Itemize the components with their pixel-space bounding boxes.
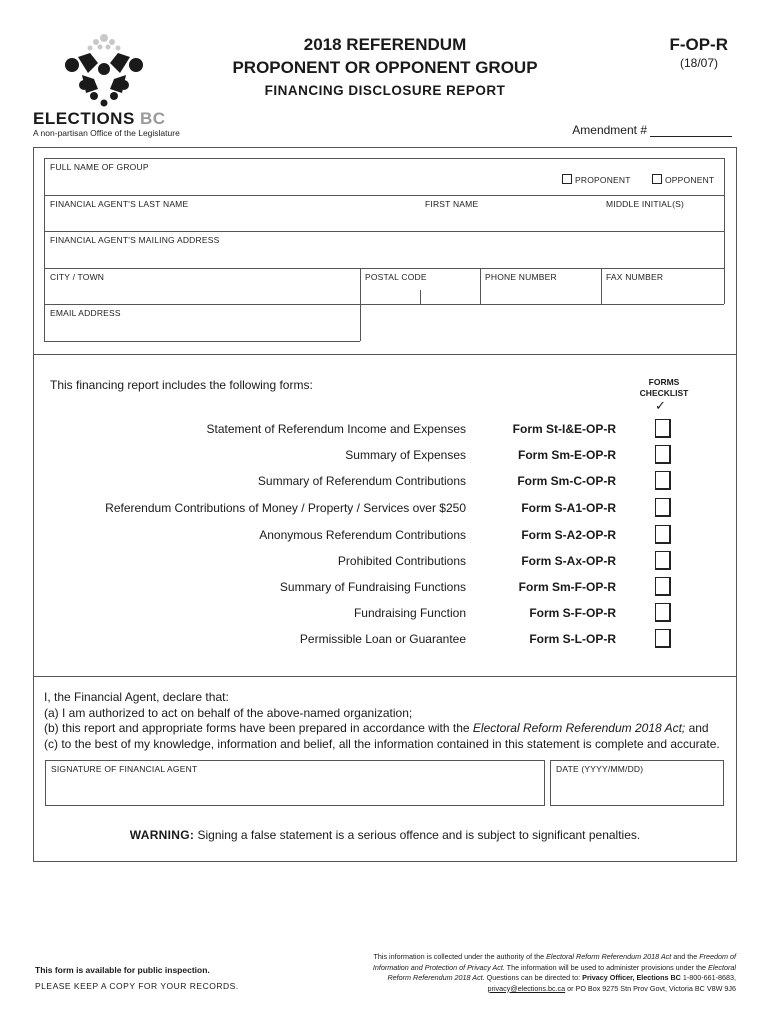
form-checkbox[interactable] xyxy=(655,603,671,622)
opponent-checkbox[interactable] xyxy=(652,174,662,184)
amendment-field[interactable] xyxy=(572,123,732,137)
section-divider xyxy=(33,676,737,677)
phone-label: PHONE NUMBER xyxy=(485,272,557,282)
form-checkbox[interactable] xyxy=(655,498,671,517)
form-checkbox[interactable] xyxy=(655,471,671,490)
forms-intro: This financing report includes the following forms: xyxy=(50,378,313,392)
warning-text: WARNING: Signing a false statement is a serious offence and is subject to significant penalties. xyxy=(129,828,641,842)
form-revision: (18/07) xyxy=(679,56,718,70)
form-checkbox[interactable] xyxy=(655,445,671,464)
form-row: Summary of Expenses Form Sm-E-OP-R xyxy=(0,448,770,474)
form-row: Statement of Referendum Income and Expenses Form St-I&E-OP-R xyxy=(0,422,770,448)
form-checkbox[interactable] xyxy=(655,551,671,570)
form-row: Summary of Referendum Contributions Form Sm-C-OP-R xyxy=(0,474,770,500)
mailing-address-label: FINANCIAL AGENT'S MAILING ADDRESS xyxy=(50,235,220,245)
privacy-notice: This information is collected under the authority of the Electoral Reform Referendum 2018 Act and the Freedom of Information and Protection of Privacy Act. The information will be used to administer provisions under the Electoral Reform Referendum 2018 Act. Questions can be directed to: Privacy Officer, Elections BC 1-800-661-8683, privacy@elections.bc.ca or PO Box 9275 Stn Prov Govt, Victoria BC V8W 9J6 xyxy=(372,952,736,993)
elections-bc-logo-icon xyxy=(64,33,144,107)
public-inspection-note: This form is available for public inspection. xyxy=(35,965,210,975)
proponent-checkbox[interactable] xyxy=(562,174,572,184)
opponent-option[interactable]: OPPONENT xyxy=(652,174,714,185)
page-subtitle: FINANCING DISCLOSURE REPORT xyxy=(264,83,506,98)
signature-field[interactable] xyxy=(45,760,545,806)
postal-code-label: POSTAL CODE xyxy=(365,272,427,282)
keep-copy-note: PLEASE KEEP A COPY FOR YOUR RECORDS. xyxy=(35,981,239,991)
first-name-label: FIRST NAME xyxy=(425,199,479,209)
form-row: Prohibited Contributions Form S-Ax-OP-R xyxy=(0,554,770,580)
full-name-input[interactable] xyxy=(44,170,549,194)
checklist-header: FORMS CHECKLIST xyxy=(639,377,689,398)
form-code: F-OP-R xyxy=(669,35,728,54)
form-row: Summary of Fundraising Functions Form Sm-F-OP-R xyxy=(0,580,770,606)
form-row: Anonymous Referendum Contributions Form S-A2-OP-R xyxy=(0,528,770,554)
middle-initial-label: MIDDLE INITIAL(S) xyxy=(606,199,685,209)
date-label: DATE (YYYY/MM/DD) xyxy=(556,764,644,774)
section-divider xyxy=(33,354,737,355)
date-field[interactable] xyxy=(550,760,724,806)
form-checkbox[interactable] xyxy=(655,577,671,596)
checkmark-icon: ✓ xyxy=(655,398,666,413)
form-row: Referendum Contributions of Money / Property / Services over $250 Form S-A1-OP-R xyxy=(0,501,770,527)
last-name-label: FINANCIAL AGENT'S LAST NAME xyxy=(50,199,189,209)
form-row: Permissible Loan or Guarantee Form S-L-OP-R xyxy=(0,632,770,658)
page-title-line2: PROPONENT OR OPPONENT GROUP xyxy=(232,58,538,77)
amendment-label: Amendment # xyxy=(572,123,647,137)
declaration-text: I, the Financial Agent, declare that: (a) I am authorized to act on behalf of the above-named organization; (b) this report and appropriate forms have been prepared in accordance with the Electoral Reform Referendum 2018 Act; and (c) to the best of my knowledge, information and belief, all the information contained in this statement is complete and accurate. xyxy=(44,690,720,751)
full-name-label: FULL NAME OF GROUP xyxy=(50,162,149,172)
form-checkbox[interactable] xyxy=(655,525,671,544)
form-checkbox[interactable] xyxy=(655,629,671,648)
privacy-email-link[interactable]: privacy@elections.bc.ca xyxy=(487,983,566,993)
form-row: Fundraising Function Form S-F-OP-R xyxy=(0,606,770,632)
logo-wordmark: ELECTIONS BC xyxy=(33,109,166,128)
proponent-option[interactable]: PROPONENT xyxy=(562,174,631,185)
email-label: EMAIL ADDRESS xyxy=(50,308,121,318)
page-title-line1: 2018 REFERENDUM xyxy=(303,35,467,54)
logo-subtitle: A non-partisan Office of the Legislature xyxy=(33,128,180,138)
form-checkbox[interactable] xyxy=(655,419,671,438)
city-label: CITY / TOWN xyxy=(50,272,105,282)
fax-label: FAX NUMBER xyxy=(606,272,664,282)
signature-label: SIGNATURE OF FINANCIAL AGENT xyxy=(51,764,198,774)
